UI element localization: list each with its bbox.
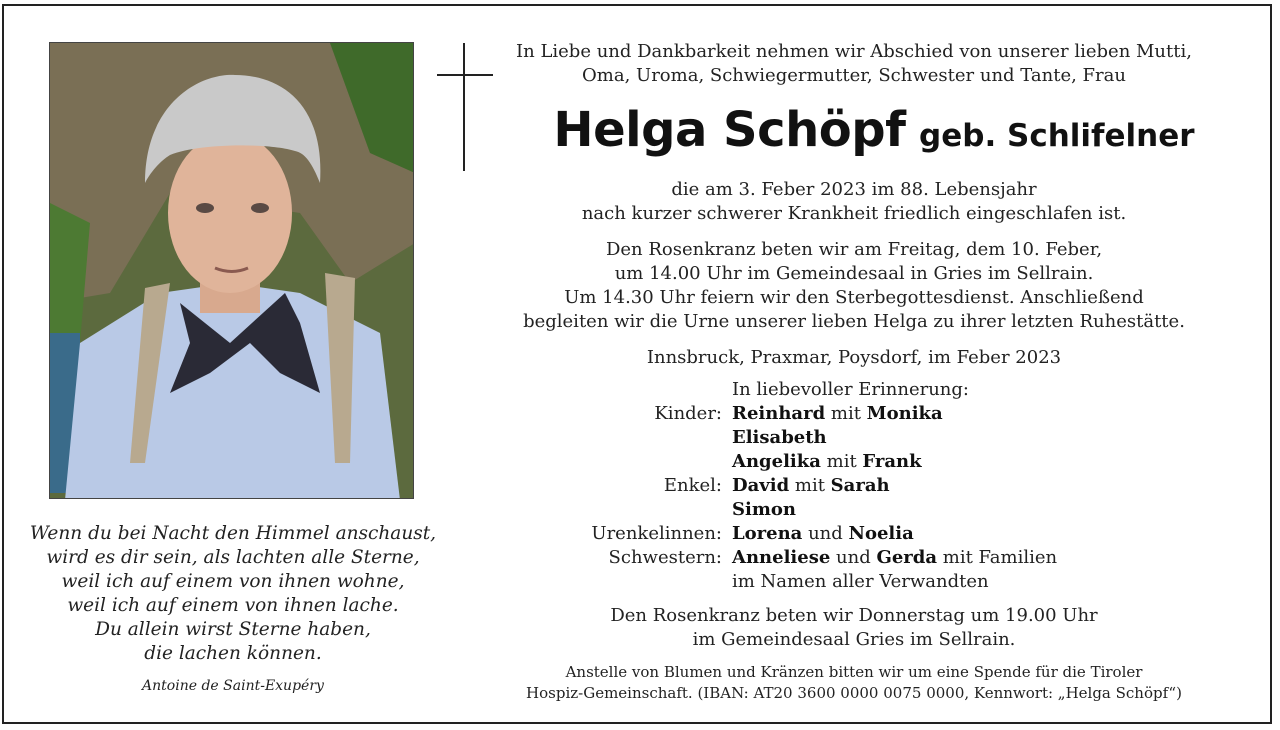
family-label: Kinder: bbox=[654, 403, 722, 424]
rosary-text bbox=[484, 604, 1224, 652]
family-conj: und bbox=[802, 523, 849, 544]
death-notice-text bbox=[484, 178, 1224, 226]
ceremony-line-3: Um 14.30 Uhr feiern wir den Sterbegottesdienst. Anschließend bbox=[564, 287, 1144, 308]
family-member: David bbox=[732, 475, 790, 496]
quote-line: Wenn du bei Nacht den Himmel anschaust, bbox=[29, 523, 437, 544]
rosary-line-2: im Gemeindesaal Gries im Sellrain. bbox=[692, 629, 1016, 650]
death-line-2: nach kurzer schwerer Krankheit friedlich eingeschlafen ist. bbox=[581, 203, 1127, 224]
family-conj: und bbox=[830, 547, 877, 568]
obituary-notice bbox=[2, 4, 1272, 724]
quote-line: Du allein wirst Sterne haben, bbox=[95, 619, 371, 640]
family-partner: Frank bbox=[862, 451, 922, 472]
family-partner: Sarah bbox=[830, 475, 890, 496]
portrait-photo bbox=[49, 42, 414, 499]
deceased-name bbox=[484, 102, 1264, 158]
death-line-1: die am 3. Feber 2023 im 88. Lebensjahr bbox=[671, 179, 1037, 200]
ceremony-line-2: um 14.00 Uhr im Gemeindesaal in Gries im Sellrain. bbox=[614, 263, 1094, 284]
quote-line: weil ich auf einem von ihnen lache. bbox=[67, 595, 399, 616]
place-date bbox=[484, 346, 1224, 370]
family-member: Anneliese bbox=[732, 547, 831, 568]
family-row-enkel bbox=[484, 474, 1244, 498]
donation-line-1: Anstelle von Blumen und Kränzen bitten wir um eine Spende für die Tiroler bbox=[565, 663, 1143, 681]
family-row bbox=[484, 570, 1244, 594]
family-row bbox=[484, 450, 1244, 474]
family-list bbox=[484, 378, 1244, 594]
family-member: Angelika bbox=[732, 451, 821, 472]
family-row-schwestern bbox=[484, 546, 1244, 570]
rosary-line-1: Den Rosenkranz beten wir Donnerstag um 19.00 Uhr bbox=[610, 605, 1098, 626]
ceremony-line-1: Den Rosenkranz beten wir am Freitag, dem 10. Feber, bbox=[605, 239, 1103, 260]
family-suffix: mit Familien bbox=[937, 547, 1058, 568]
family-member: Simon bbox=[732, 499, 796, 520]
portrait-photo-icon bbox=[50, 43, 414, 499]
ceremony-text bbox=[484, 238, 1224, 334]
place-date-text: Innsbruck, Praxmar, Poysdorf, im Feber 2023 bbox=[646, 347, 1062, 368]
family-member: Elisabeth bbox=[732, 427, 827, 448]
family-partner: Gerda bbox=[876, 547, 938, 568]
family-partner: Monika bbox=[866, 403, 943, 424]
family-conj: mit bbox=[820, 451, 863, 472]
family-label: Schwestern: bbox=[608, 547, 722, 568]
intro-text bbox=[484, 40, 1224, 88]
quote-author: Antoine de Saint-Exupéry bbox=[142, 678, 324, 694]
intro-line-2: Oma, Uroma, Schwiegermutter, Schwester und Tante, Frau bbox=[582, 65, 1126, 86]
family-conj: mit bbox=[825, 403, 867, 424]
donation-text bbox=[484, 662, 1224, 704]
memorial-quote bbox=[18, 522, 448, 698]
relatives-text: im Namen aller Verwandten bbox=[732, 571, 989, 592]
family-heading: In liebevoller Erinnerung: bbox=[732, 379, 969, 400]
quote-line: weil ich auf einem von ihnen wohne, bbox=[61, 571, 405, 592]
donation-line-2: Hospiz-Gemeinschaft. (IBAN: AT20 3600 0000 0075 0000, Kennwort: „Helga Schöpf“) bbox=[526, 684, 1182, 702]
family-member: Lorena bbox=[732, 523, 803, 544]
family-label: Enkel: bbox=[663, 475, 722, 496]
family-label: Urenkelinnen: bbox=[591, 523, 722, 544]
quote-line: die lachen können. bbox=[144, 643, 322, 664]
family-partner: Noelia bbox=[848, 523, 914, 544]
maiden-name: geb. Schlifelner bbox=[919, 118, 1195, 154]
family-row bbox=[484, 498, 1244, 522]
deceased-full-name: Helga Schöpf bbox=[553, 102, 906, 158]
quote-line: wird es dir sein, als lachten alle Sterne, bbox=[46, 547, 420, 568]
family-row-urenkel bbox=[484, 522, 1244, 546]
family-row-kinder bbox=[484, 402, 1244, 426]
ceremony-line-4: begleiten wir die Urne unserer lieben Helga zu ihrer letzten Ruhestätte. bbox=[523, 311, 1185, 332]
family-conj: mit bbox=[789, 475, 831, 496]
family-row bbox=[484, 426, 1244, 450]
family-member: Reinhard bbox=[732, 403, 826, 424]
intro-line-1: In Liebe und Dankbarkeit nehmen wir Abschied von unserer lieben Mutti, bbox=[516, 41, 1192, 62]
